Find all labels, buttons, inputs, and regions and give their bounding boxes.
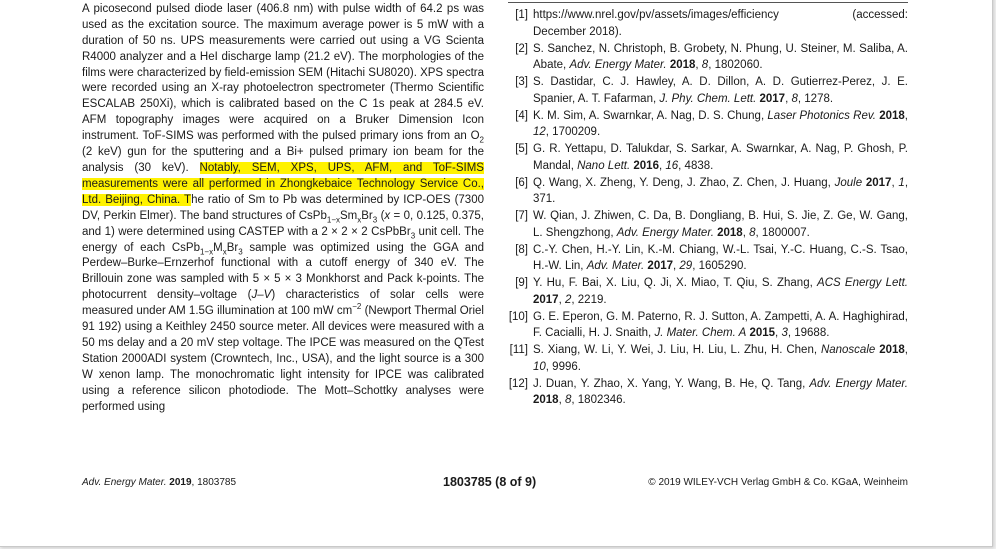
- reference-item: [2] S. Sanchez, N. Christoph, B. Grobety, N. Phung, U. Steiner, M. Saliba, A. Abate, Adv. Energy Mater. 2018, 8, 1802060.: [515, 42, 908, 71]
- reference-item: [8] C.-Y. Chen, H.-Y. Lin, K.-M. Chiang, W.-L. Tsai, Y.-C. Huang, C.-S. Tsao, H.-W. Lin, Adv. Mater. 2017, 29, 1605290.: [515, 243, 908, 272]
- reference-item: [7] W. Qian, J. Zhiwen, C. Da, B. Dongliang, B. Hui, S. Jie, Z. Ge, W. Gang, L. Shengzhong, Adv. Energy Mater. 2018, 8, 1800007.: [515, 210, 908, 239]
- reference-item: [6] Q. Wang, X. Zheng, Y. Deng, J. Zhao, Z. Chen, J. Huang, Joule 2017, 1, 371.: [515, 176, 909, 205]
- copyright: © 2019 WILEY-VCH Verlag GmbH & Co. KGaA, Weinheim: [648, 477, 908, 488]
- reference-item: [12] J. Duan, Y. Zhao, X. Yang, Y. Wang, B. He, Q. Tang, Adv. Energy Mater. 2018, 8, 1802346.: [508, 377, 908, 406]
- methods-paragraph: A picosecond pulsed diode laser (406.8 nm) with pulse width of 64.2 ps was used as the excitation source. The maximum average power is 5 mW with a duration of 50 ns. UPS measurements were carried out using a VG Scienta R4000 analyzer and a HeI discharge lamp (21.2 eV). The morphologies of the films were characterized by field-emission SEM (Hitachi SU8020). XPS spectra were recorded using an X-ray photoelectron spectrometer (Thermo Scientific ESCALAB 250Xi), which is calibrated based on the C 1s peak at 284.5 eV. AFM topography images were acquired on a Bruker Dimension Icon instrument. ToF-SIMS was performed with the pulsed primary ions from an $O_2$ (2 keV) gun for the sputtering and a Bi+ pulsed primary ion beam for the analysis (30 keV). Notably, SEM, XPS, UPS, AFM, and ToF-SIMS measurements were all performed in Zhongkebaice Technology Service Co., Ltd. Beijing, China. The ratio of Sm to Pb was determined by ICP-OES (7300 DV, Perkin Elmer). The band structures of $CsPb_{1-x}Sm_xBr_3$ (x = 0, 0.125, 0.375, and 1) were determined using CASTEP with a 2 × 2 × 2 CsPbBr$_3$ unit cell. The energy of each $CsPb_{1-x}M_xBr_3$ sample was optimized using the GGA and Perdew–Burke–Ernzerhof functional with a cutoff energy of 340 eV. The Brillouin zone was sampled with 5 × 5 × 3 Monkhorst and Pack k-points. The photocurrent density–voltage (J–V) characteristics of solar cells were measured under AM 1.5G illumination at 100 mW $cm^{-2}$ (Newport Thermal Oriel 91 192) using a Keithley 2450 source meter. All devices were measured with a 50 ms delay and a 20 mV step voltage. The IPCE was measured on the QTest Station 2000ADI system (Crowntech, Inc., USA), and the light source is a 300 W xenon lamp. The monochromatic light intensity for IPCE was calibrated using a reference silicon photodiode. The Mott–Schottky analyses were performed using: [82, 2, 485, 413]
- reference-item: [9] Y. Hu, F. Bai, X. Liu, Q. Ji, X. Miao, T. Qiu, S. Zhang, ACS Energy Lett. 2017, 2, 2219.: [515, 277, 908, 306]
- highlighted-text[interactable]: Notably, SEM, XPS, UPS, AFM, and ToF-SIMS measurements were all performed in Zhongkebaice Technology Service Co., Ltd. Beijing, China. T: [82, 161, 484, 206]
- reference-item: [11] S. Xiang, W. Li, Y. Wei, J. Liu, H. Liu, L. Zhu, H. Chen, Nanoscale 2018, 10, 9996.: [509, 344, 908, 373]
- reference-item: [10] G. E. Eperon, G. M. Paterno, R. J. Sutton, A. Zampetti, A. A. Haghighirad, F. Cacialli, H. J. Snaith, J. Mater. Chem. A 2015, 3, 19688.: [508, 310, 908, 339]
- reference-item: [1] https://www.nrel.gov/pv/assets/images/efficiency (accessed: December 2018).: [515, 9, 908, 38]
- reference-item: [3] S. Dastidar, C. J. Hawley, A. D. Dillon, A. D. Gutierrez-Perez, J. E. Spanier, A. T. Fafarman, J. Phy. Chem. Lett. 2017, 8, 1278.: [515, 76, 908, 105]
- footer-citation: Adv. Energy Mater. 2019, 1803785: [82, 477, 237, 488]
- reference-item: [5] G. R. Yettapu, D. Talukdar, S. Sarkar, A. Swarnkar, A. Nag, P. Ghosh, P. Mandal, Nano Lett. 2016, 16, 4838.: [515, 143, 908, 172]
- methods-column: [82, 0, 484, 415]
- page-number: 1803785 (8 of 9): [443, 475, 537, 489]
- reference-url[interactable]: https://www.nrel.gov/pv/assets/images/efficiency: [533, 9, 779, 21]
- page-footer: [82, 475, 908, 491]
- references-list: [508, 2, 908, 409]
- reference-item: [4] K. M. Sim, A. Swarnkar, A. Nag, D. S. Chung, Laser Photonics Rev. 2018, 12, 1700209.: [515, 109, 908, 138]
